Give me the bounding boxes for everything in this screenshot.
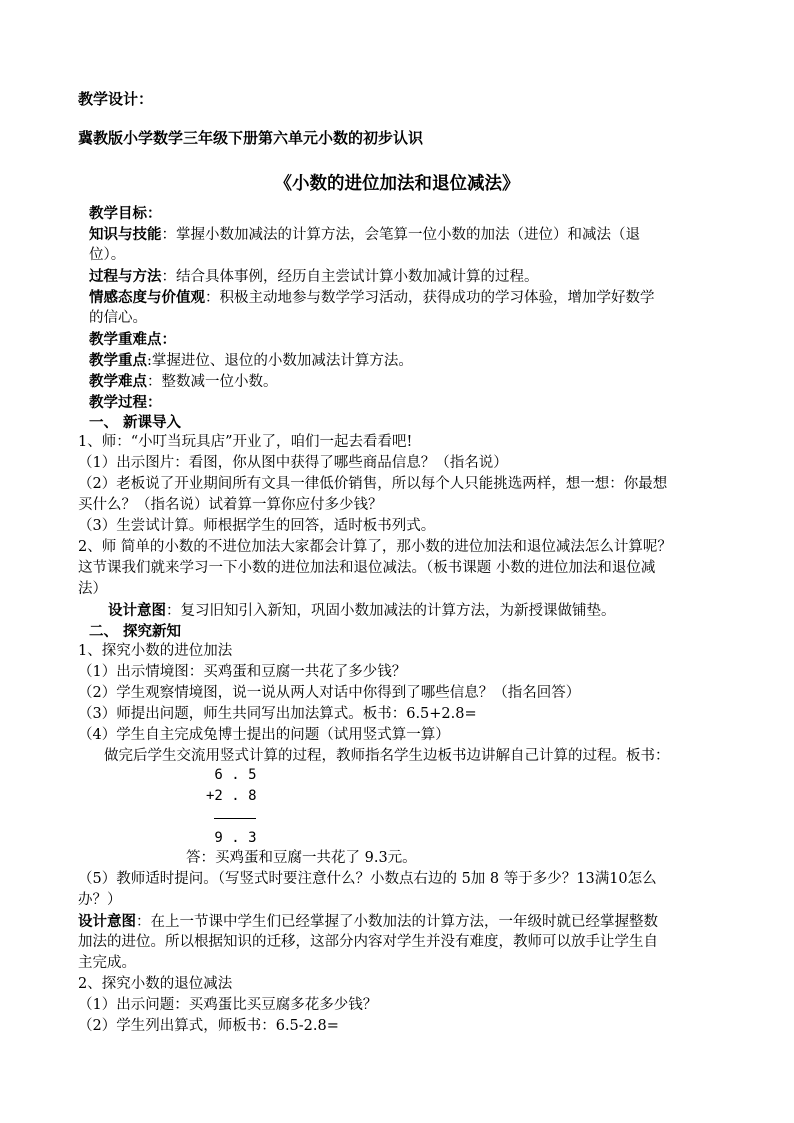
goal-knowledge-text-1: ：掌握小数加减法的计算方法，会笔算一位小数的加法（进位）和减法（退: [161, 227, 640, 243]
label-teaching-design: 教学设计：: [78, 90, 154, 108]
vertical-calc-rule: [214, 818, 256, 819]
goal-process: [89, 266, 720, 288]
vertical-calc-result: 9 . 3: [206, 830, 257, 846]
s2-line8: 办？）: [78, 892, 122, 908]
key-point: [89, 350, 720, 372]
goal-emotion-label: 情感态度与价值观: [89, 289, 205, 306]
s2-line1: 1、探究小数的进位加法: [78, 643, 233, 659]
s2-line4: （3）师提出问题，师生共同写出加法算式。板书：6.5+2.8=: [78, 706, 477, 722]
s2-line2: （1）出示情境图：买鸡蛋和豆腐一共花了多少钱？: [78, 664, 407, 680]
goal-knowledge-text-2: 位）。: [89, 247, 126, 263]
design-intent-text-2b: 加法的进位。所以根据知识的迁移，这部分内容对学生并没有难度，教师可以放手让学生自: [78, 934, 658, 950]
key-point-label: 教学重点: [89, 352, 147, 369]
section2-heading: 二、 探究新知: [89, 623, 182, 640]
difficulty: [89, 371, 720, 393]
design-intent-label-1: 设计意图: [108, 602, 166, 619]
s2-line5: （4）学生自主完成兔博士提出的问题（试用竖式算一算）: [78, 727, 450, 743]
design-intent-text-2c: 主完成。: [78, 955, 136, 971]
s2-line3: （2）学生观察情境图，说一说从两人对话中你得到了哪些信息？（指名回答）: [78, 685, 581, 701]
s1-line7: 这节课我们就来学习一下小数的进位加法和退位减法。（板书课题 小数的进位加法和退位减: [78, 560, 656, 576]
s1-line4: 买什么？（指名说）试着算一算你应付多少钱？: [78, 497, 383, 513]
s1-line5: （3）生尝试计算。师根据学生的回答，适时板书列式。: [78, 518, 436, 534]
design-intent-text-1: ：复习旧知引入新知，巩固小数加减法的计算方法，为新授课做铺垫。: [166, 603, 616, 619]
s2-line7: （5）教师适时提问。（写竖式时要注意什么？小数点右边的 5加 8 等于多少？13满10怎么: [78, 871, 657, 887]
vertical-calc-row2: +2 . 8: [206, 788, 257, 804]
process-heading: 教学过程：: [89, 394, 162, 411]
s1-line3: （2）老板说了开业期间所有文具一律低价销售，所以每个人只能挑选两样，想一想：你最想: [78, 476, 668, 492]
design-intent-2: [78, 911, 720, 933]
difficulty-label: 教学难点: [89, 373, 147, 390]
goal-emotion: [89, 287, 720, 309]
s1-line8: 法）: [78, 581, 107, 597]
document-title: 《小数的进位加法和退位减法》: [274, 174, 520, 194]
goal-process-label: 过程与方法: [89, 268, 162, 285]
s2-line11: （2）学生列出算式，师板书：6.5-2.8=: [78, 1018, 339, 1034]
goal-emotion-text-1: ：积极主动地参与数学学习活动，获得成功的学习体验，增加学好数学: [205, 290, 655, 306]
design-intent-text-2a: ：在上一节课中学生们已经掌握了小数加法的计算方法，一年级时就已经掌握整数: [136, 914, 658, 930]
s1-line2: （1）出示图片：看图，你从图中获得了哪些商品信息？（指名说）: [78, 455, 508, 471]
design-intent-1: [108, 600, 720, 622]
s2-line6: 做完后学生交流用竖式计算的过程，教师指名学生边板书边讲解自己计算的过程。板书：: [104, 748, 670, 764]
goal-process-text: ：结合具体事例，经历自主尝试计算小数加减计算的过程。: [161, 269, 539, 285]
s2-line10: （1）出示问题：买鸡蛋比买豆腐多花多少钱？: [78, 997, 378, 1013]
key-point-text: :掌握进位、退位的小数加减法计算方法。: [147, 353, 413, 369]
goal-knowledge: [89, 224, 720, 246]
s2-line9: 2、探究小数的退位减法: [78, 976, 233, 992]
goals-heading: 教学目标：: [89, 205, 162, 222]
s1-line1: 1、师：“小叮当玩具店”开业了，咱们一起去看看吧!: [78, 434, 413, 450]
goal-knowledge-label: 知识与技能: [89, 226, 162, 243]
section1-heading: 一、 新课导入: [89, 414, 182, 431]
vertical-calc-row1: 6 . 5: [206, 767, 257, 783]
s1-line6: 2、师 简单的小数的不进位加法大家都会计算了，那小数的进位加法和退位减法怎么计算呢？: [78, 539, 672, 555]
design-intent-label-2: 设计意图: [78, 913, 136, 930]
difficulty-text: ：整数减一位小数。: [147, 374, 278, 390]
answer: 答：买鸡蛋和豆腐一共花了 9.3元。: [186, 850, 417, 866]
goal-emotion-text-2: 的信心。: [89, 310, 147, 326]
document-subtitle: 冀教版小学数学三年级下册第六单元小数的初步认识: [78, 129, 424, 147]
key-heading: 教学重难点：: [89, 331, 176, 348]
